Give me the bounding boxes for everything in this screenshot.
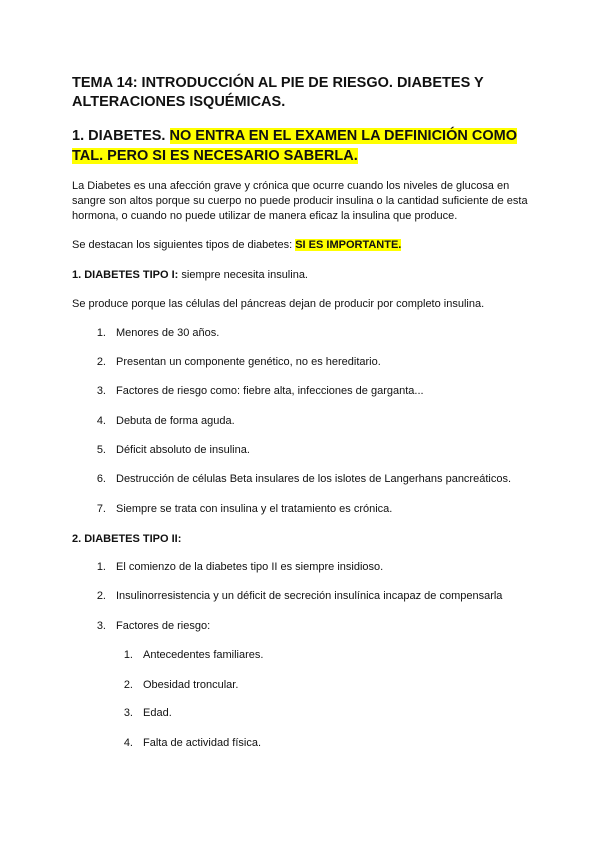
list-item: 2. Presentan un componente genético, no es hereditario. bbox=[96, 356, 381, 368]
list-item: 2. Obesidad troncular. bbox=[123, 679, 239, 691]
section-number: 1. DIABETES. bbox=[72, 128, 166, 144]
page-title: TEMA 14: INTRODUCCIÓN AL PIE DE RIESGO. DIABETES Y ALTERACIONES ISQUÉMICAS. bbox=[72, 75, 484, 110]
tipo1-subtitle: siempre necesita insulina. bbox=[181, 269, 308, 281]
list-item: 1. El comienzo de la diabetes tipo II es siempre insidioso. bbox=[96, 561, 384, 573]
tipo1-heading bbox=[72, 268, 532, 283]
list-item: 6. Destrucción de células Beta insulares de los islotes de Langerhans pancreáticos. bbox=[96, 473, 512, 485]
list-item: 1. Menores de 30 años. bbox=[96, 327, 220, 339]
types-intro-text: Se destacan los siguientes tipos de diabetes: bbox=[72, 239, 293, 251]
section-heading-diabetes bbox=[72, 127, 542, 166]
section-highlight-note: NO ENTRA EN EL EXAMEN LA DEFINICIÓN COMO TAL. PERO SI ES NECESARIO SABERLA. bbox=[72, 128, 517, 164]
list-item: 1. Antecedentes familiares. bbox=[123, 649, 264, 661]
tipo2-heading bbox=[72, 532, 532, 547]
list-item: 4. Debuta de forma aguda. bbox=[96, 415, 235, 427]
list-item: 3. Factores de riesgo: bbox=[96, 620, 211, 632]
list-item: 5. Déficit absoluto de insulina. bbox=[96, 444, 250, 456]
list-item: 3. Edad. bbox=[123, 707, 172, 719]
list-item: 7. Siempre se trata con insulina y el tratamiento es crónica. bbox=[96, 503, 393, 515]
tipo2-heading-label: 2. DIABETES TIPO II: bbox=[72, 533, 182, 545]
tipo1-heading-label: 1. DIABETES TIPO I: bbox=[72, 269, 179, 281]
diabetes-definition: La Diabetes es una afección grave y crónica que ocurre cuando los niveles de glucosa en sangre son altos porque su cuerpo no puede producir insulina o la cantidad suficiente de esta hormona, o cuando no puede utilizar de manera eficaz la insulina que produce. bbox=[72, 180, 528, 222]
tipo1-cause: Se produce porque las células del páncreas dejan de producir por completo insulina. bbox=[72, 298, 485, 310]
list-item: 2. Insulinorresistencia y un déficit de secreción insulínica incapaz de compensarla bbox=[96, 590, 503, 602]
types-intro-highlight: SI ES IMPORTANTE. bbox=[295, 239, 402, 251]
types-intro bbox=[72, 238, 532, 253]
list-item: 4. Falta de actividad física. bbox=[123, 737, 262, 749]
list-item: 3. Factores de riesgo como: fiebre alta, infecciones de garganta... bbox=[96, 385, 424, 397]
